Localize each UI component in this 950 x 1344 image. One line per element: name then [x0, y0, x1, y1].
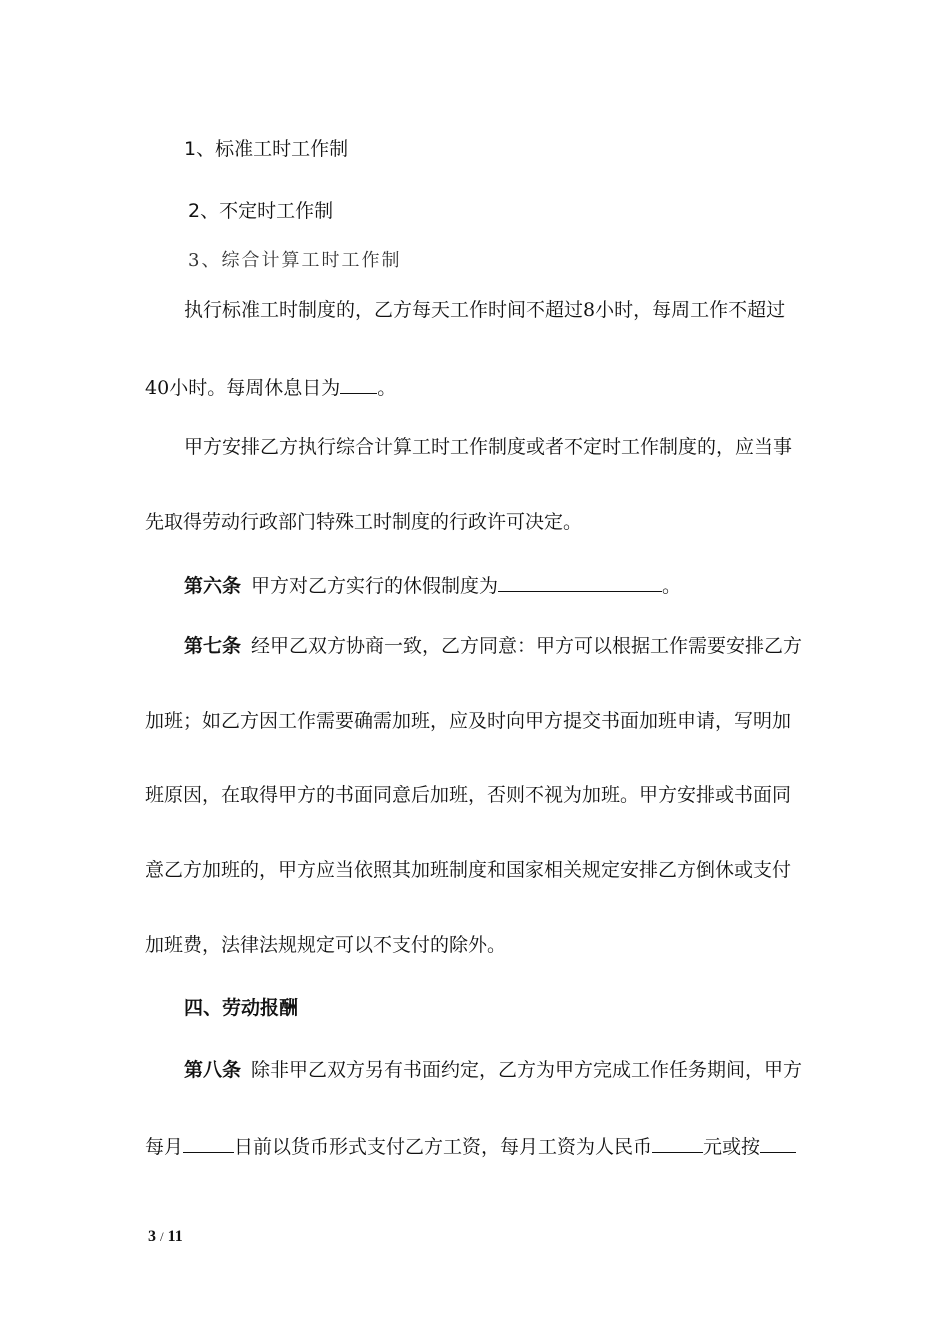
text: 元或按: [703, 1136, 761, 1158]
text: 小时，每周工作不超过: [595, 299, 786, 321]
total-pages: 11: [167, 1228, 183, 1245]
text: 经甲乙双方协商一致，乙方同意：甲方可以根据工作需要安排乙方: [251, 635, 803, 657]
number: 8: [583, 299, 596, 321]
article-7-line-3: 班原因，在取得甲方的书面同意后加班，否则不视为加班。甲方安排或书面同: [145, 784, 792, 806]
current-page: 3: [148, 1228, 156, 1245]
text: 日前以货币形式支付乙方工资，每月工资为人民币: [234, 1136, 653, 1158]
paragraph-special-hours-line-1: 甲方安排乙方执行综合计算工时工作制度或者不定时工作制度的，应当事: [184, 436, 793, 458]
text: 小时。每周休息日为: [169, 377, 341, 399]
text: 。: [377, 377, 397, 399]
blank-salary-method: [760, 1133, 796, 1153]
blank-pay-day: [183, 1133, 234, 1153]
blank-monthly-salary: [652, 1133, 703, 1153]
paragraph-standard-hours-line-2: [145, 374, 396, 400]
article-7-line-4: 意乙方加班的，甲方应当依照其加班制度和国家相关规定安排乙方倒休或支付: [145, 859, 792, 881]
list-item-3: 3、综合计算工时工作制: [188, 250, 402, 271]
number: 40: [145, 377, 170, 399]
article-6: [184, 572, 681, 598]
article-label: 第六条: [184, 575, 242, 597]
paragraph-special-hours-line-2: 先取得劳动行政部门特殊工时制度的行政许可决定。: [145, 511, 583, 533]
text: 甲方对乙方实行的休假制度为: [251, 575, 499, 597]
blank-rest-day: [340, 374, 377, 394]
page-number: [148, 1228, 183, 1246]
list-item-2: 2、不定时工作制: [188, 200, 334, 222]
section-4-heading: 四、劳动报酬: [184, 997, 299, 1019]
article-8-line-1: [184, 1058, 802, 1082]
text: 执行标准工时制度的，乙方每天工作时间不超过: [184, 299, 584, 321]
article-7-line-2: 加班；如乙方因工作需要确需加班，应及时向甲方提交书面加班申请，写明加: [145, 710, 792, 732]
article-7-line-1: [184, 634, 802, 658]
list-item-1: 1、标准工时工作制: [184, 138, 349, 160]
text: 除非甲乙双方另有书面约定，乙方为甲方完成工作任务期间，甲方: [251, 1059, 803, 1081]
article-label: 第七条: [184, 635, 242, 657]
article-7-line-5: 加班费，法律法规规定可以不支付的除外。: [145, 934, 507, 956]
text: 每月: [145, 1136, 184, 1158]
article-label: 第八条: [184, 1059, 242, 1081]
blank-leave-system: [498, 572, 662, 592]
article-8-line-2: [145, 1133, 796, 1159]
page-separator: /: [160, 1229, 164, 1244]
paragraph-standard-hours-line-1: [184, 298, 785, 322]
text: 。: [662, 575, 682, 597]
